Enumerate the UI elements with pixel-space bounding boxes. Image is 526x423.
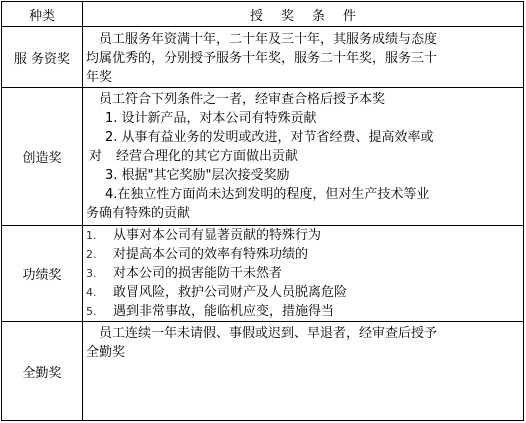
- table-header-row: [2, 2, 524, 27]
- list-item: 4. 敢冒风险，救护公司财产及人员脱离危险: [86, 285, 348, 300]
- condition-line: 1. 设计新产品，对本公司有特殊贡献: [105, 111, 317, 126]
- kind-creation-award: 创造奖: [2, 88, 83, 226]
- list-item: 3. 对本公司的损害能防干未然者: [86, 266, 283, 281]
- award-table: [1, 1, 524, 421]
- condition-line: 全勤奖: [86, 345, 126, 360]
- condition-line: 员工连续一年未请假、事假或迟到、早退者，经审查后授予: [99, 326, 438, 341]
- list-item: 5. 遇到非常事故，能临机应变，措施得当: [86, 304, 335, 319]
- conditions-creation-award: [83, 88, 524, 226]
- condition-line: 务确有特殊的贡献: [86, 206, 191, 221]
- conditions-service-award: [83, 27, 524, 88]
- condition-line: 年奖: [86, 69, 113, 85]
- creation-prefix: 对: [89, 149, 103, 164]
- kind-service-award: 服 务资奖: [2, 27, 83, 88]
- header-kind: 种类: [2, 2, 83, 27]
- table-row-creation-award: [2, 88, 524, 226]
- table-row-service-award: [2, 27, 524, 88]
- condition-line: 3. 根据"其它奖励"层次接受奖励: [105, 168, 290, 183]
- condition-line: 员工符合下列条件之一者，经审查合格后授予本奖: [99, 92, 386, 107]
- list-item: 2. 对提高本公司的效率有特殊功绩的: [86, 247, 309, 262]
- conditions-attendance-award: [83, 322, 524, 421]
- condition-line: 均属优秀的，分别授予服务十年奖，服务二十年奖，服务三十: [86, 50, 438, 66]
- kind-merit-award: 功绩奖: [2, 226, 83, 322]
- condition-line: 2. 从事有益业务的发明或改进，对节省经费、提高效率或: [105, 130, 434, 145]
- condition-line: 经营合理化的其它方面做出贡献: [116, 149, 299, 164]
- header-conditions: 授奖条件: [83, 2, 524, 27]
- condition-line: 4.在独立性方面尚未达到发明的程度，但对生产技术等业: [105, 187, 430, 202]
- table-row-merit-award: [2, 226, 524, 322]
- kind-attendance-award: 全勤奖: [2, 322, 83, 421]
- list-item: 1. 从事对本公司有显著贡献的特殊行为: [86, 228, 322, 243]
- conditions-merit-award: [83, 226, 524, 322]
- table-row-attendance-award: [2, 322, 524, 421]
- condition-line: 员工服务年资满十年，二十年及三十年，其服务成绩与态度: [99, 31, 438, 47]
